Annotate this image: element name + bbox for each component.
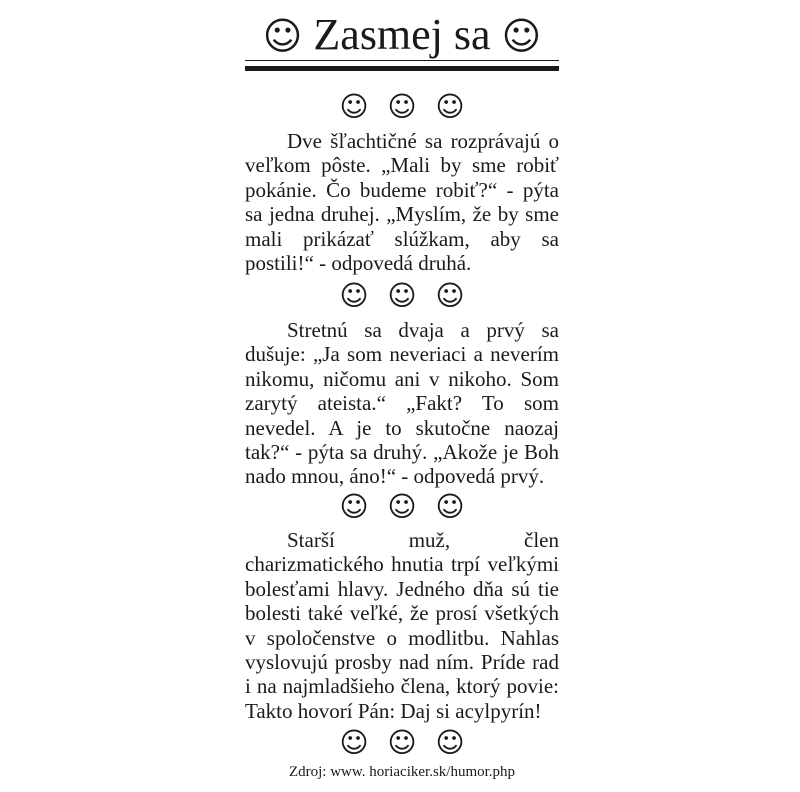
smiley-icon: ☺	[435, 279, 465, 312]
smiley-icon: ☺	[262, 14, 303, 58]
page-title	[245, 8, 559, 63]
smiley-divider	[245, 92, 559, 122]
smiley-icon: ☺	[339, 490, 369, 523]
smiley-icon: ☺	[339, 279, 369, 312]
header-rule-thin	[245, 60, 559, 61]
smiley-divider	[245, 492, 559, 522]
smiley-icon: ☺	[339, 726, 369, 759]
smiley-icon: ☺	[339, 90, 369, 123]
smiley-icon: ☺	[501, 14, 542, 58]
smiley-icon: ☺	[435, 726, 465, 759]
title-text: Zasmej sa	[313, 10, 491, 59]
smiley-icon: ☺	[435, 490, 465, 523]
header-rule-thick	[245, 66, 559, 71]
joke-paragraph: Starší muž, člen charizmatického hnutia trpí veľkými bolesťami hlavy. Jedného dňa sú tie bolesti také veľké, že prosí všetkých v spoločenstve o modlitbu. Nahlas vyslovujú prosby nad ním. Príde rad i na najmladšieho člena, ktorý povie: Takto hovorí Pán: Daj si acylpyrín!	[245, 528, 559, 723]
smiley-divider	[245, 281, 559, 311]
joke-paragraph: Dve šľachtičné sa rozprávajú o veľkom pôste. „Mali by sme robiť pokánie. Čo budeme robiť?“ - pýta sa jedna druhej. „Myslím, že by sme mali prikázať slúžkam, aby sa postili!“ - odpovedá druhá.	[245, 129, 559, 276]
source-note: Zdroj: www. horiaciker.sk/humor.php	[288, 764, 516, 780]
joke-paragraph: Stretnú sa dvaja a prvý sa dušuje: „Ja som neveriaci a neverím nikomu, ničomu ani v nikoho. Som zarytý ateista.“ „Fakt? To som nevedel. A je to skutočne naozaj tak?“ - pýta sa druhý. „Akože je Boh nado mnou, áno!“ - odpovedá prvý.	[245, 318, 559, 489]
smiley-divider	[245, 728, 559, 758]
smiley-icon: ☺	[387, 90, 417, 123]
smiley-icon: ☺	[387, 490, 417, 523]
smiley-icon: ☺	[387, 279, 417, 312]
smiley-icon: ☺	[435, 90, 465, 123]
smiley-icon: ☺	[387, 726, 417, 759]
